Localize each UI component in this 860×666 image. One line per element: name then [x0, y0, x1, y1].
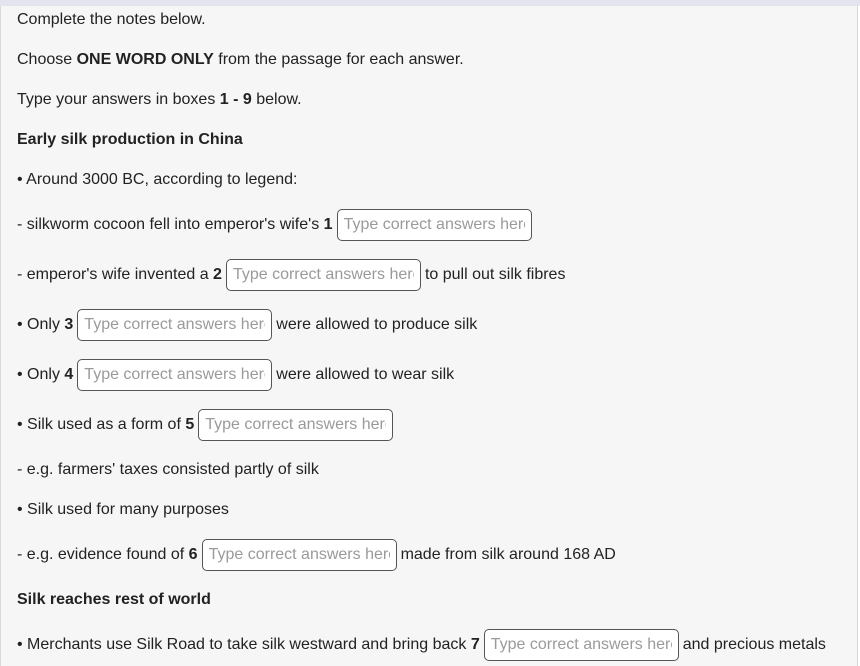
note-legend: • Around 3000 BC, according to legend:: [17, 171, 298, 188]
instruction-boxes: Type your answers in boxes 1 - 9 below.: [17, 91, 302, 108]
section-heading-early-silk: Early silk production in China: [17, 131, 243, 148]
question-number: 7: [470, 636, 480, 653]
instruction-complete-notes: Complete the notes below.: [17, 11, 206, 28]
answer-input-6[interactable]: [202, 539, 397, 571]
note-taxes: - e.g. farmers' taxes consisted partly of silk: [17, 461, 319, 478]
question-number: 6: [188, 546, 198, 563]
note-purposes: • Silk used for many purposes: [17, 501, 229, 518]
answer-input-1[interactable]: [337, 209, 532, 241]
question-1-row: - silkworm cocoon fell into emperor's wife's 1 Type correct answers here: [17, 209, 536, 241]
question-4-row: • Only 4 Type correct answers here were allowed to wear silk: [17, 359, 454, 391]
question-5-row: • Silk used as a form of 5 Type correct answers here: [17, 409, 397, 441]
section-heading-silk-reaches: Silk reaches rest of world: [17, 591, 211, 608]
question-number: 1: [323, 216, 333, 233]
question-7-row: • Merchants use Silk Road to take silk westward and bring back 7 Type correct answers here and precious metals: [17, 629, 826, 661]
answer-input-7[interactable]: [484, 629, 679, 661]
question-number: 2: [213, 266, 222, 283]
instruction-one-word: Choose ONE WORD ONLY from the passage for each answer.: [17, 51, 464, 68]
question-number: 3: [64, 316, 74, 333]
question-6-row: - e.g. evidence found of 6 Type correct answers here made from silk around 168 AD: [17, 539, 616, 571]
answer-input-4[interactable]: [77, 359, 272, 391]
question-panel: [0, 6, 858, 666]
question-number: 5: [185, 416, 195, 433]
question-number: 4: [64, 366, 74, 383]
question-3-row: • Only 3 Type correct answers here were allowed to produce silk: [17, 309, 477, 341]
answer-input-3[interactable]: [77, 309, 272, 341]
answer-input-5[interactable]: [198, 409, 393, 441]
question-2-row: - emperor's wife invented a 2 Type correct answers here to pull out silk fibres: [17, 259, 565, 291]
answer-input-2[interactable]: [226, 259, 421, 291]
